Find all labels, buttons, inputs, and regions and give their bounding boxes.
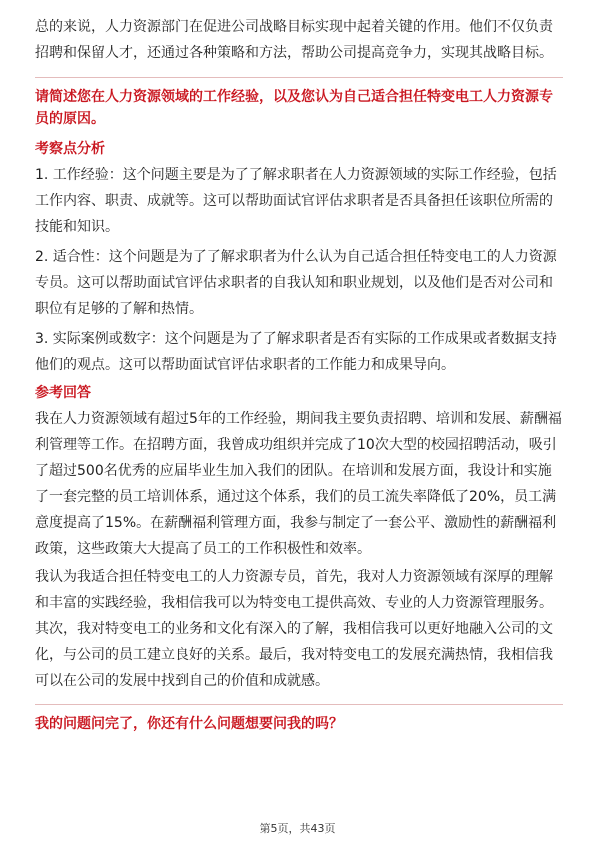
- section-divider: [35, 704, 563, 705]
- page-number-footer: 第5页，共43页: [259, 822, 336, 835]
- closing-question: 我的问题问完了，你还有什么问题想要问我的吗？: [35, 716, 343, 732]
- intro-paragraph: 总的来说，人力资源部门在促进公司战略目标实现中起着关键的作用。他们不仅负责招聘和保留人才，还通过各种策略和方法，帮助公司提高竞争力，实现其战略目标。: [35, 19, 553, 61]
- analysis-title: 考察点分析: [35, 141, 105, 157]
- analysis-item-examples: 3. 实际案例或数字：这个问题是为了了解求职者是否有实际的工作成果或者数据支持他们的观点。这可以帮助面试官评估求职者的工作能力和成果导向。: [35, 331, 557, 373]
- answer-paragraph-reasons: 我认为我适合担任特变电工的人力资源专员，首先，我对人力资源领域有深厚的理解和丰富的实践经验，我相信我可以为特变电工提供高效、专业的人力资源管理服务。其次，我对特变电工的业务和文化有深入的了解，我相信我可以更好地融入公司的文化，与公司的员工建立良好的关系。最后，我对特变电工的发展充满热情，我相信我可以在公司的发展中找到自己的价值和成就感。: [35, 569, 553, 689]
- answer-paragraph-experience: 我在人力资源领域有超过5年的工作经验，期间我主要负责招聘、培训和发展、薪酬福利管理等工作。在招聘方面，我曾成功组织并完成了10次大型的校园招聘活动，吸引了超过500名优秀的应届毕业生加入我们的团队。在培训和发展方面，我设计和实施了一套完整的员工培训体系，通过这个体系，我们的员工流失率降低了20%，员工满意度提高了15%。在薪酬福利管理方面，我参与制定了一套公平、激励性的薪酬福利政策，这些政策大大提高了员工的工作积极性和效率。: [35, 411, 562, 557]
- section-divider: [35, 77, 563, 78]
- answer-title: 参考回答: [35, 385, 91, 401]
- analysis-item-experience: 1. 工作经验：这个问题主要是为了了解求职者在人力资源领域的实际工作经验，包括工作内容、职责、成就等。这可以帮助面试官评估求职者是否具备担任该职位所需的技能和知识。: [35, 167, 557, 235]
- analysis-item-suitability: 2. 适合性：这个问题是为了了解求职者为什么认为自己适合担任特变电工的人力资源专员。这可以帮助面试官评估求职者的自我认知和职业规划，以及他们是否对公司和职位有足够的了解和热情。: [35, 249, 557, 317]
- interview-question: 请简述您在人力资源领域的工作经验，以及您认为自己适合担任特变电工人力资源专员的原因。: [35, 89, 553, 127]
- document-page: [35, 14, 563, 735]
